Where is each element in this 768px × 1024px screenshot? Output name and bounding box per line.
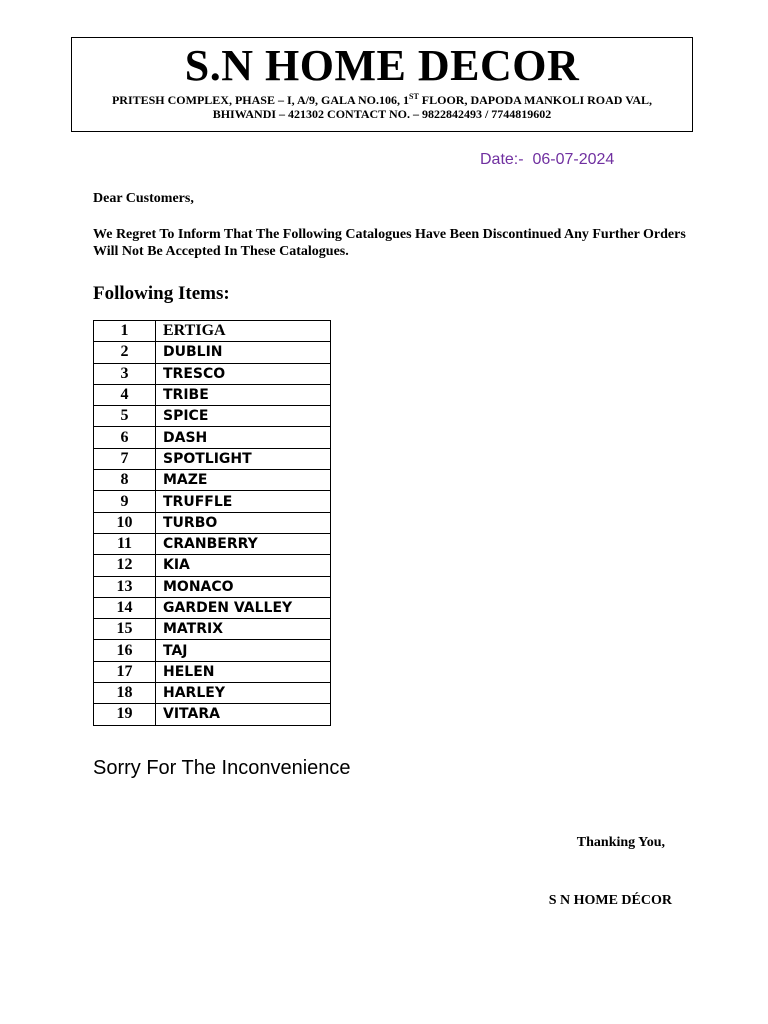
item-name: DASH xyxy=(156,427,331,448)
item-name: GARDEN VALLEY xyxy=(156,597,331,618)
item-number: 17 xyxy=(94,661,156,682)
table-row xyxy=(94,533,331,554)
table-row xyxy=(94,576,331,597)
letter-date: Date:- 06-07-2024 xyxy=(480,151,615,168)
table-row xyxy=(94,342,331,363)
item-number: 16 xyxy=(94,640,156,661)
item-name: TRUFFLE xyxy=(156,491,331,512)
table-row xyxy=(94,384,331,405)
table-row xyxy=(94,512,331,533)
signature: S N HOME DÉCOR xyxy=(548,893,672,908)
table-row xyxy=(94,470,331,491)
item-name: ERTIGA xyxy=(156,321,331,342)
company-name: S.N HOME DECOR xyxy=(184,41,580,90)
address-line1-post: FLOOR, DAPODA MANKOLI ROAD VAL, xyxy=(418,93,653,107)
item-number: 9 xyxy=(94,491,156,512)
item-name: MONACO xyxy=(156,576,331,597)
item-name: KIA xyxy=(156,555,331,576)
table-row xyxy=(94,640,331,661)
item-name: TURBO xyxy=(156,512,331,533)
item-number: 6 xyxy=(94,427,156,448)
item-number: 10 xyxy=(94,512,156,533)
table-row xyxy=(94,661,331,682)
item-name: MATRIX xyxy=(156,619,331,640)
table-row xyxy=(94,363,331,384)
item-number: 14 xyxy=(94,597,156,618)
item-number: 3 xyxy=(94,363,156,384)
item-number: 19 xyxy=(94,704,156,725)
item-name: TRIBE xyxy=(156,384,331,405)
item-name: SPICE xyxy=(156,406,331,427)
item-name: TAJ xyxy=(156,640,331,661)
closing-apology: Sorry For The Inconvenience xyxy=(93,757,351,779)
item-number: 18 xyxy=(94,683,156,704)
table-row xyxy=(94,448,331,469)
item-number: 8 xyxy=(94,470,156,491)
address-line1-sup: ST xyxy=(409,92,419,101)
item-number: 2 xyxy=(94,342,156,363)
item-name: SPOTLIGHT xyxy=(156,448,331,469)
item-name: TRESCO xyxy=(156,363,331,384)
table-row xyxy=(94,406,331,427)
table-row xyxy=(94,321,331,342)
address-line1-pre: PRITESH COMPLEX, PHASE – I, A/9, GALA NO.106, 1 xyxy=(111,93,409,107)
items-heading: Following Items: xyxy=(93,283,230,304)
item-number: 11 xyxy=(94,533,156,554)
item-number: 13 xyxy=(94,576,156,597)
table-row xyxy=(94,704,331,725)
table-row xyxy=(94,427,331,448)
thanks-line: Thanking You, xyxy=(576,835,665,850)
address-line2: BHIWANDI – 421302 CONTACT NO. – 9822842493 / 7744819602 xyxy=(212,107,552,121)
table-row xyxy=(94,491,331,512)
notice-message: We Regret To Inform That The Following Catalogues Have Been Discontinued Any Further Orders Will Not Be Accepted In These Catalogues. xyxy=(93,227,686,259)
item-name: MAZE xyxy=(156,470,331,491)
item-number: 12 xyxy=(94,555,156,576)
item-name: HARLEY xyxy=(156,683,331,704)
table-row xyxy=(94,597,331,618)
company-address xyxy=(72,90,692,121)
item-name: DUBLIN xyxy=(156,342,331,363)
table-row xyxy=(94,619,331,640)
table-row xyxy=(94,555,331,576)
discontinued-items-table xyxy=(93,320,331,726)
item-number: 4 xyxy=(94,384,156,405)
item-number: 5 xyxy=(94,406,156,427)
letterhead xyxy=(71,37,693,132)
item-name: CRANBERRY xyxy=(156,533,331,554)
item-name: HELEN xyxy=(156,661,331,682)
item-number: 1 xyxy=(94,321,156,342)
table-row xyxy=(94,683,331,704)
item-number: 15 xyxy=(94,619,156,640)
item-name: VITARA xyxy=(156,704,331,725)
salutation: Dear Customers, xyxy=(93,191,194,206)
item-number: 7 xyxy=(94,448,156,469)
